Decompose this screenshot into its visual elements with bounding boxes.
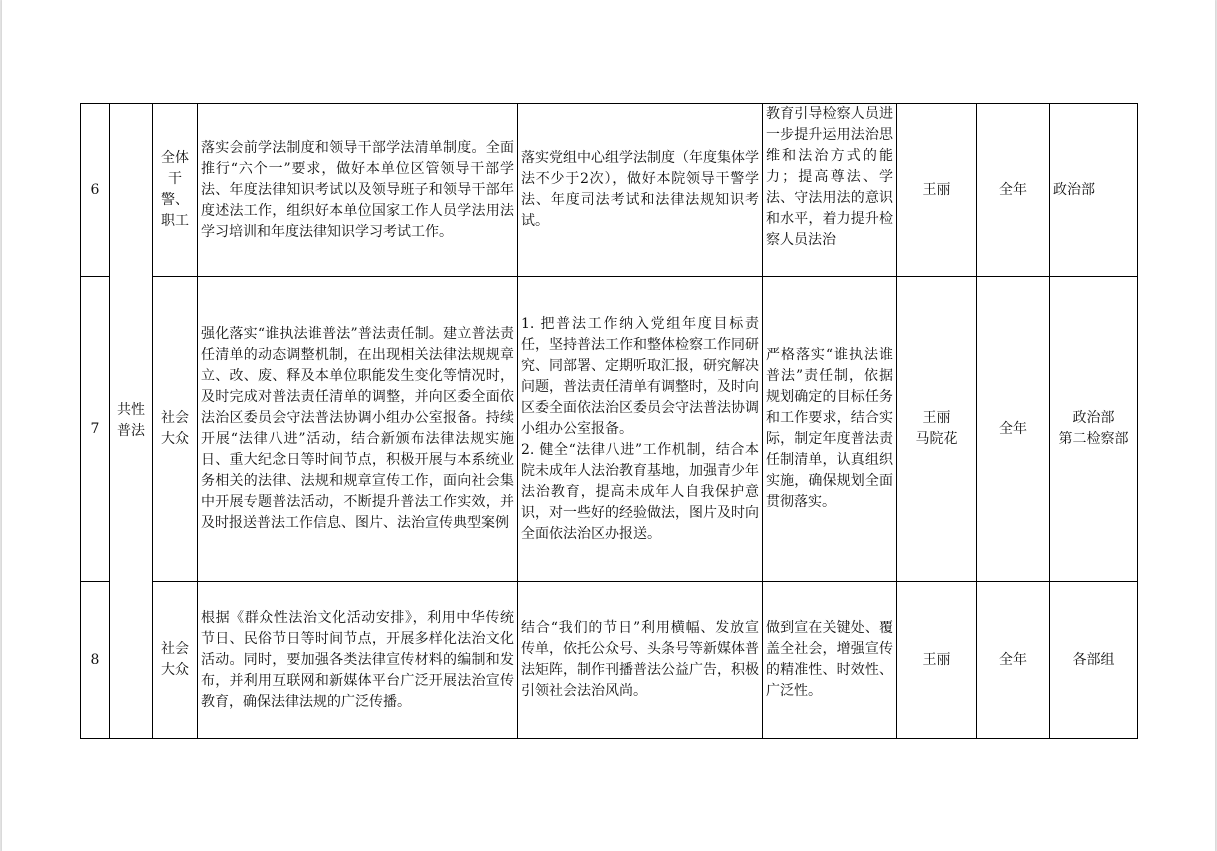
department-cell: [1050, 104, 1138, 277]
goal-cell: [763, 104, 897, 277]
department-cell: [1050, 277, 1138, 582]
row-number: 7: [81, 277, 110, 582]
document-page: [2, 0, 1215, 851]
responsible-person: [897, 277, 977, 582]
responsible-name: 王丽: [922, 651, 951, 668]
measure-item: 落实党组中心组学法制度（年度集体学法不少于2次），做好本院领导干警学法、年度司法考试和法律法规知识考试。: [521, 150, 759, 229]
department-name: 各部组: [1072, 651, 1115, 668]
target-audience: 社会大众: [153, 582, 198, 739]
measure-item: 2. 健全“法律八进”工作机制，结合本院未成年人法治教育基地，加强青少年法治教育，提高未成年人自我保护意识，对一些好的经验做法，图片及时向全面依法治区办报送。: [521, 441, 759, 542]
task-content: 强化落实“谁执法谁普法”普法责任制。建立普法责任清单的动态调整机制，在出现相关法律法规规章立、改、废、释及本单位职能发生变化等情况时，及时完成对普法责任清单的调整，并向区委全面依法治区委员会守法普法协调小组办公室报备。持续开展“法律八进”活动，结合新颁布法律法规实施日、重大纪念日等时间节点，积极开展与本系统业务相关的法律、法规和规章宣传工作，面向社会集中开展专题普法活动，不断提升普法工作实效，并及时报送普法工作信息、图片、法治宣传典型案例: [198, 277, 518, 582]
time-cell: 全年: [977, 582, 1050, 739]
responsible-person: [897, 104, 977, 277]
table-row: [81, 582, 1138, 739]
measure-item: 1. 把普法工作纳入党组年度目标责任，坚持普法工作和整体检察工作同研究、同部署、定期听取汇报，研究解决问题，普法责任清单有调整时，及时向区委全面依法治区委员会守法普法协调小组办公室报备。: [521, 315, 759, 437]
goal-cell: 做到宣在关键处、覆盖全社会，增强宣传的精准性、时效性、广泛性。: [763, 582, 897, 739]
responsible-name: 马院花: [915, 431, 958, 447]
department-name: 政治部: [1072, 410, 1115, 426]
law-education-plan-table: [80, 103, 1138, 739]
goal-cell: 严格落实“谁执法谁普法”责任制，依据规划确定的目标任务和工作要求，结合实际，制定年度普法责任制清单，认真组织实施，确保规划全面贯彻落实。: [763, 277, 897, 582]
time-cell: 全年: [977, 104, 1050, 277]
table-row: [81, 277, 1138, 582]
department-cell: [1050, 582, 1138, 739]
target-audience: 全体干警、职工: [153, 104, 198, 277]
department-name: 政治部: [1053, 181, 1095, 198]
measures-cell: [518, 582, 763, 739]
responsible-person: [897, 582, 977, 739]
measures-cell: [518, 277, 763, 582]
department-name: 第二检察部: [1058, 431, 1129, 447]
row-number: 6: [81, 104, 110, 277]
table-row: [81, 104, 1138, 277]
goal-text: 教育引导检察人员进一步提升运用法治思维和法治方式的能力；提高尊法、学法、守法用法的意识和水平，着力提升检察人员法治: [766, 106, 893, 248]
target-audience: 社会大众: [153, 277, 198, 582]
time-cell: 全年: [977, 277, 1050, 582]
task-content: 根据《群众性法治文化活动安排》，利用中华传统节日、民俗节日等时间节点，开展多样化法治文化活动。同时，要加强各类法律宣传材料的编制和发布，并利用互联网和新媒体平台广泛开展法治宣传教育，确保法律法规的广泛传播。: [198, 582, 518, 739]
row-number: 8: [81, 582, 110, 739]
category-cell: 共性普法: [110, 104, 153, 739]
measures-cell: [518, 104, 763, 277]
responsible-name: 王丽: [922, 181, 951, 198]
responsible-name: 王丽: [922, 410, 951, 426]
task-content: 落实会前学法制度和领导干部学法清单制度。全面推行“六个一”要求，做好本单位区管领导干部学法、年度法律知识考试以及领导班子和领导干部年度述法工作，组织好本单位国家工作人员学法用法学习培训和年度法律知识学习考试工作。: [198, 104, 518, 277]
measure-item: 结合“我们的节日”利用横幅、发放宣传单，依托公众号、头条号等新媒体普法矩阵，制作刊播普法公益广告，积极引领社会法治风尚。: [521, 620, 759, 699]
